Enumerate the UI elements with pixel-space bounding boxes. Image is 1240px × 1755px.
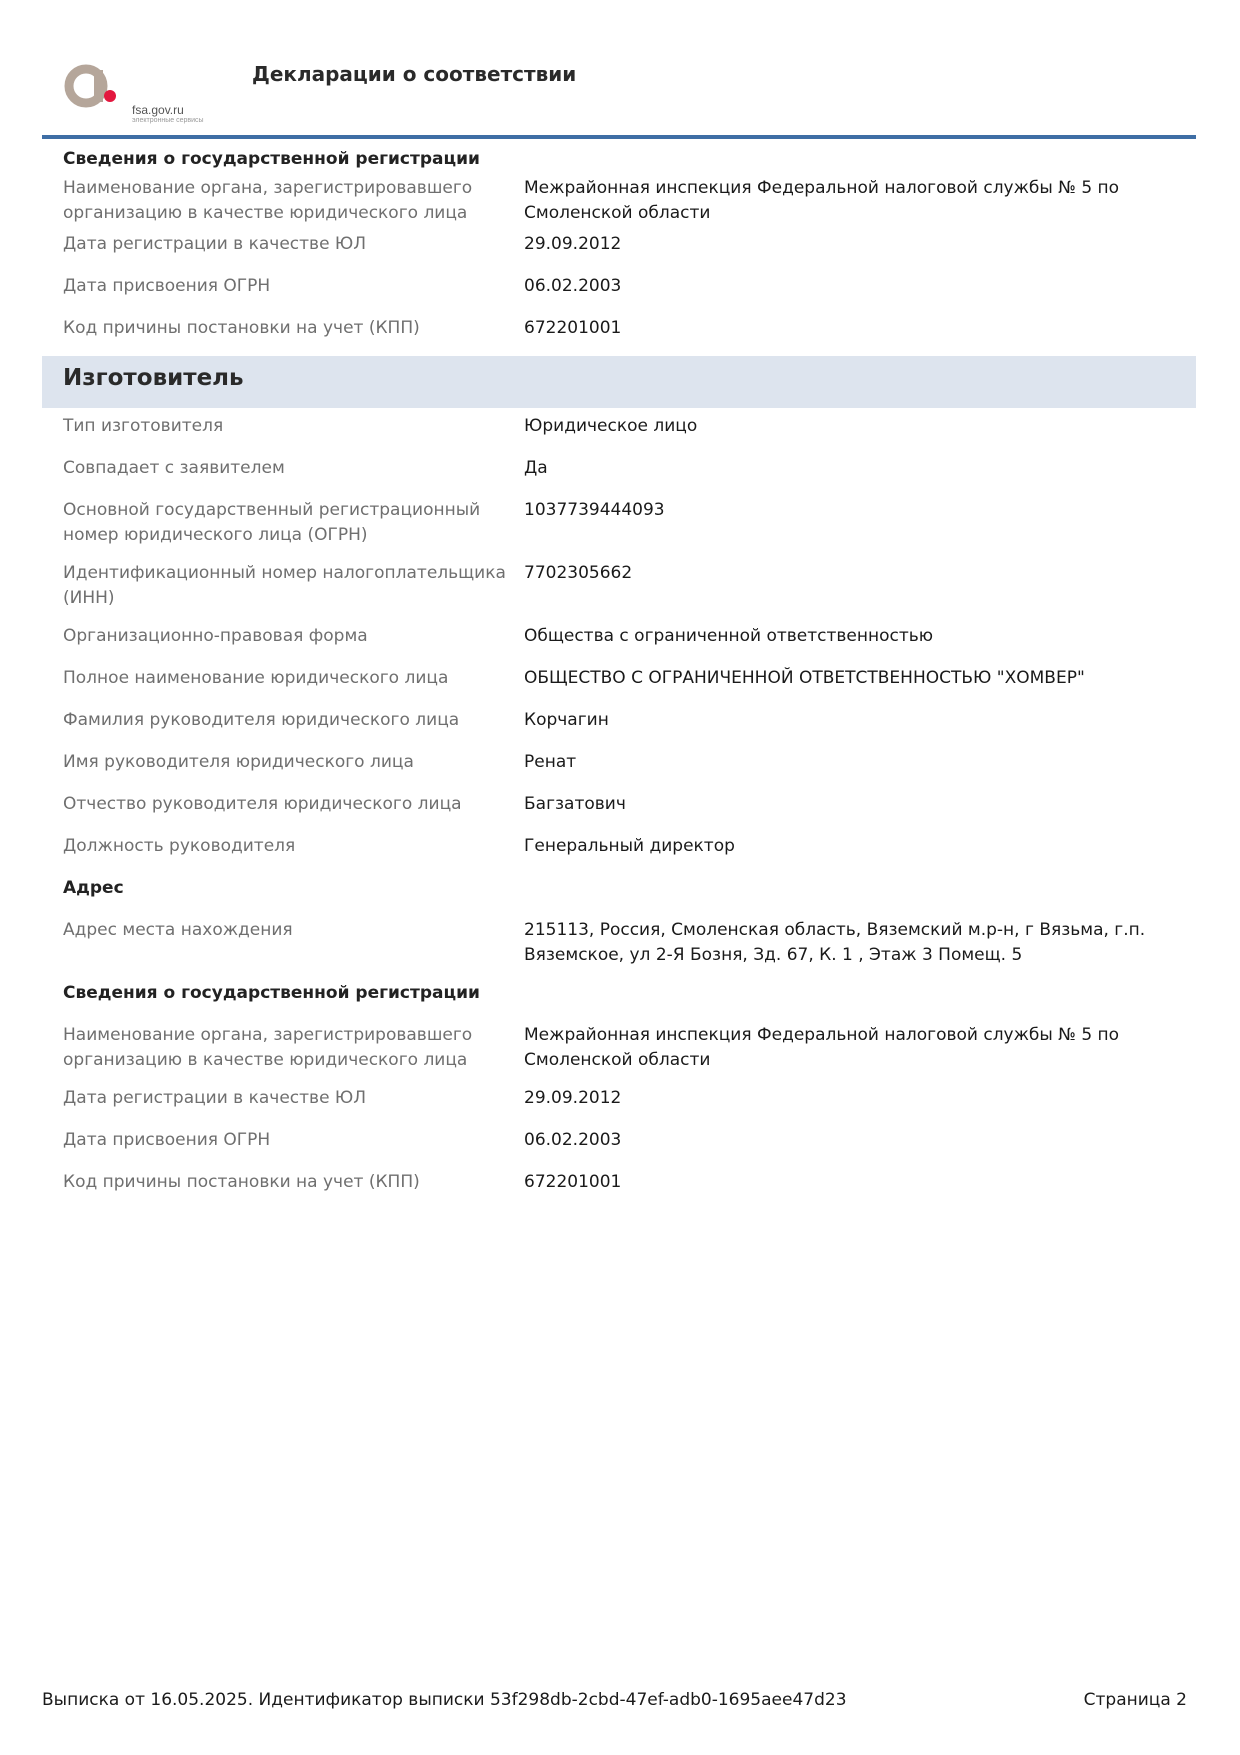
info-row xyxy=(42,176,1196,232)
row-value: 672201001 xyxy=(524,318,622,338)
page-header xyxy=(42,40,1196,138)
row-value: Ренат xyxy=(524,752,577,772)
logo-text: fsa.gov.ru xyxy=(132,103,184,117)
row-value: Общества с ограниченной ответственностью xyxy=(524,626,934,646)
fsa-logo xyxy=(60,58,230,128)
row-value: 29.09.2012 xyxy=(524,234,622,254)
info-row xyxy=(42,792,1196,834)
manufacturer-block xyxy=(42,408,1196,1212)
row-value: Корчагин xyxy=(524,710,609,730)
row-value: Межрайонная инспекция Федеральной налоговой службы № 5 по Смоленской области xyxy=(524,1025,1120,1070)
info-row xyxy=(42,834,1196,876)
row-value: 29.09.2012 xyxy=(524,1088,622,1108)
row-label: Полное наименование юридического лица xyxy=(63,668,449,688)
row-label: Основной государственный регистрационный номер юридического лица (ОГРН) xyxy=(63,500,481,545)
info-row xyxy=(42,1023,1196,1086)
info-row xyxy=(42,918,1196,981)
info-row xyxy=(42,708,1196,750)
row-value: 215113, Россия, Смоленская область, Вяземский м.р-н, г Вязьма, г.п. Вяземское, ул 2-Я Бозня, Зд. 67, К. 1 , Этаж 3 Помещ. 5 xyxy=(524,920,1146,965)
row-label: Тип изготовителя xyxy=(63,416,224,436)
info-row xyxy=(42,750,1196,792)
page-title: Декларации о соответствии xyxy=(252,62,577,86)
row-label: Совпадает с заявителем xyxy=(63,458,285,478)
info-row xyxy=(42,624,1196,666)
row-label: Дата присвоения ОГРН xyxy=(63,1130,271,1150)
page-number: Страница 2 xyxy=(1083,1690,1187,1710)
info-row xyxy=(42,1086,1196,1128)
row-label: Наименование органа, зарегистрировавшего организацию в качестве юридического лица xyxy=(63,178,473,223)
header-divider xyxy=(42,135,1196,139)
info-row xyxy=(42,274,1196,316)
extract-info: Выписка от 16.05.2025. Идентификатор выписки 53f298db-2cbd-47ef-adb0-1695aee47d23 xyxy=(42,1690,847,1710)
row-label: Идентификационный номер налогоплательщика (ИНН) xyxy=(63,563,506,608)
row-label: Отчество руководителя юридического лица xyxy=(63,794,462,814)
row-value: 1037739444093 xyxy=(524,500,665,520)
info-row xyxy=(42,561,1196,624)
row-label: Организационно-правовая форма xyxy=(63,626,368,646)
row-value: 672201001 xyxy=(524,1172,622,1192)
logo-subtitle: электронные сервисы xyxy=(132,117,204,124)
row-label: Код причины постановки на учет (КПП) xyxy=(63,318,420,338)
manufacturer-section-title: Изготовитель xyxy=(42,356,1196,408)
row-value: Юридическое лицо xyxy=(524,416,698,436)
row-value: ОБЩЕСТВО С ОГРАНИЧЕННОЙ ОТВЕТСТВЕННОСТЬЮ "ХОМВЕР" xyxy=(524,668,1085,688)
row-label: Фамилия руководителя юридического лица xyxy=(63,710,460,730)
row-value: Да xyxy=(524,458,548,478)
registration-subhead-row xyxy=(42,981,1196,1023)
row-label: Дата регистрации в качестве ЮЛ xyxy=(63,234,367,254)
info-row xyxy=(42,1128,1196,1170)
row-label: Дата присвоения ОГРН xyxy=(63,276,271,296)
row-value: 06.02.2003 xyxy=(524,1130,622,1150)
info-row xyxy=(42,414,1196,456)
address-subhead: Адрес xyxy=(63,878,124,898)
row-label: Адрес места нахождения xyxy=(63,920,293,940)
registration-subhead: Сведения о государственной регистрации xyxy=(63,149,480,169)
info-row xyxy=(42,232,1196,274)
page-footer xyxy=(42,1690,1187,1710)
info-row xyxy=(42,456,1196,498)
row-value: Межрайонная инспекция Федеральной налоговой службы № 5 по Смоленской области xyxy=(524,178,1120,223)
row-value: Генеральный директор xyxy=(524,836,735,856)
row-label: Дата регистрации в качестве ЮЛ xyxy=(63,1088,367,1108)
row-label: Код причины постановки на учет (КПП) xyxy=(63,1172,420,1192)
address-subhead-row xyxy=(42,876,1196,918)
info-row xyxy=(42,1170,1196,1212)
row-value: 06.02.2003 xyxy=(524,276,622,296)
row-label: Имя руководителя юридического лица xyxy=(63,752,414,772)
row-label: Должность руководителя xyxy=(63,836,296,856)
row-value: Багзатович xyxy=(524,794,626,814)
registration-subhead: Сведения о государственной регистрации xyxy=(63,983,480,1003)
info-row xyxy=(42,316,1196,353)
document-body xyxy=(42,140,1196,1212)
row-value: 7702305662 xyxy=(524,563,633,583)
info-row xyxy=(42,498,1196,561)
row-label: Наименование органа, зарегистрировавшего организацию в качестве юридического лица xyxy=(63,1025,473,1070)
info-row xyxy=(42,666,1196,708)
registration-block xyxy=(42,140,1196,353)
fsa-logo-icon xyxy=(60,58,130,118)
